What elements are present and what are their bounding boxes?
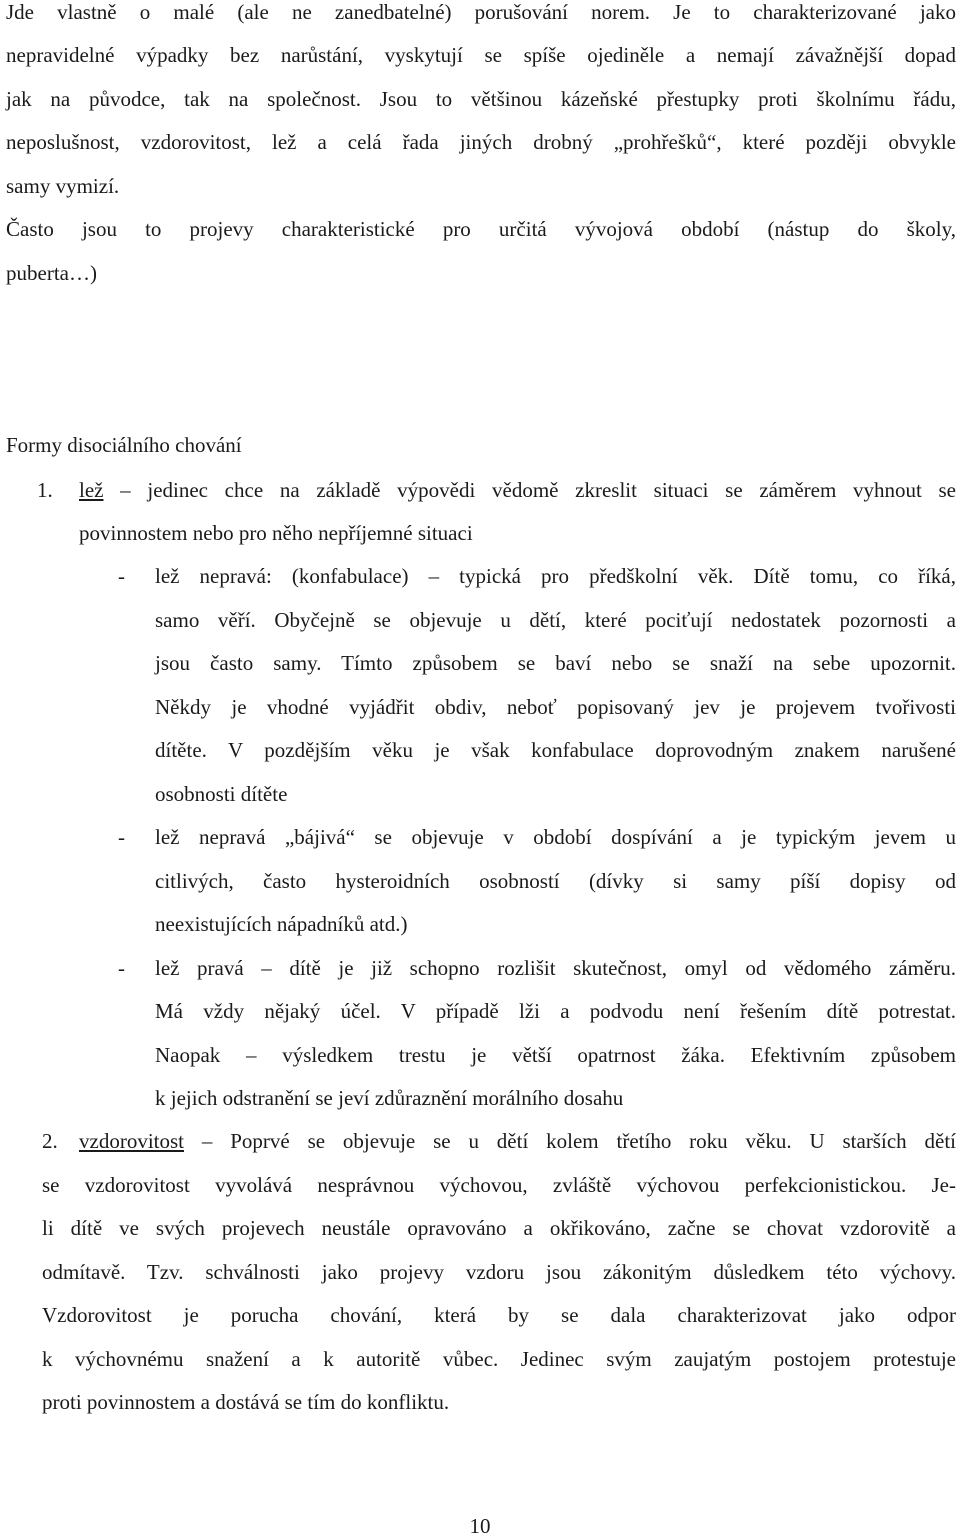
item2-first-line-rest: – Poprvé se objevuje se u dětí kolem třetího roku věku. U starších dětí: [184, 1129, 956, 1153]
item2-line: odmítavě. Tzv. schválnosti jako projevy vzdoru jsou zákonitým důsledkem této výchovy.: [42, 1260, 956, 1284]
intro-line: Často jsou to projevy charakteristické pro určitá vývojová období (nástup do školy,: [6, 217, 956, 241]
bullet-line: samo věří. Obyčejně se objevuje u dětí, které pociťují nedostatek pozornosti a: [155, 608, 956, 632]
bullet-line: lež pravá – dítě je již schopno rozlišit skutečnost, omyl od vědomého záměru.: [155, 956, 956, 980]
intro-line: nepravidelné výpadky bez narůstání, vyskytují se spíše ojediněle a nemají závažnější dopad: [6, 43, 956, 67]
term-vzdorovitost: vzdorovitost: [79, 1129, 184, 1153]
bullet-line: citlivých, často hysteroidních osobností (dívky si samy píší dopisy od: [155, 869, 956, 893]
item1-first-line: [79, 477, 956, 503]
section-heading: Formy disociálního chování: [6, 433, 242, 457]
intro-line: jak na původce, tak na společnost. Jsou to většinou kázeňské přestupky proti školnímu řádu,: [6, 87, 956, 111]
item2-line: se vzdorovitost vyvolává nesprávnou výchovou, zvláště výchovou perfekcionistickou. Je-: [42, 1173, 956, 1197]
bullet-line: neexistujících nápadníků atd.): [155, 912, 408, 936]
item2-line: Vzdorovitost je porucha chování, která by se dala charakterizovat jako odpor: [42, 1303, 956, 1327]
intro-line: Jde vlastně o malé (ale ne zanedbatelné) porušování norem. Je to charakterizované jako: [6, 0, 956, 24]
item2-first-line: [79, 1128, 956, 1154]
bullet-line: Někdy je vhodné vyjádřit obdiv, neboť popisovaný jev je projevem tvořivosti: [155, 695, 956, 719]
bullet-dash: -: [118, 825, 125, 849]
bullet-line: k jejich odstranění se jeví zdůraznění morálního dosahu: [155, 1086, 624, 1110]
item1-second-line: povinnostem nebo pro něho nepříjemné situaci: [79, 521, 473, 545]
bullet-line: jsou často samy. Tímto způsobem se baví nebo se snaží na sebe upozornit.: [155, 651, 956, 675]
page-number: 10: [469, 1514, 491, 1538]
intro-line: puberta…): [6, 261, 97, 285]
bullet-dash: -: [118, 956, 125, 980]
list-number: 1.: [37, 478, 53, 502]
bullet-line: osobnosti dítěte: [155, 782, 288, 806]
intro-line: samy vymizí.: [6, 174, 120, 198]
intro-line: neposlušnost, vzdorovitost, lež a celá řada jiných drobný „prohřešků“, které později obvykle: [6, 130, 956, 154]
bullet-line: Naopak – výsledkem trestu je větší opatrnost žáka. Efektivním způsobem: [155, 1043, 956, 1067]
term-lez: lež: [79, 478, 104, 502]
bullet-line: lež nepravá „bájivá“ se objevuje v období dospívání a je typickým jevem u: [155, 825, 956, 849]
bullet-line: lež nepravá: (konfabulace) – typická pro předškolní věk. Dítě tomu, co říká,: [155, 564, 956, 588]
bullet-line: Má vždy nějaký účel. V případě lži a podvodu není řešením dítě potrestat.: [155, 999, 956, 1023]
item2-line: proti povinnostem a dostává se tím do konfliktu.: [42, 1390, 450, 1414]
item2-line: li dítě ve svých projevech neustále opravováno a okřikováno, začne se chovat vzdorovitě a: [42, 1216, 956, 1240]
bullet-dash: -: [118, 564, 125, 588]
item1-first-line-rest: – jedinec chce na základě výpovědi vědomě zkreslit situaci se záměrem vyhnout se: [103, 478, 956, 502]
item2-line: k výchovnému snažení a k autoritě vůbec. Jedinec svým zaujatým postojem protestuje: [42, 1347, 956, 1371]
list-number: 2.: [42, 1129, 58, 1153]
bullet-line: dítěte. V pozdějším věku je však konfabulace doprovodným znakem narušené: [155, 738, 956, 762]
